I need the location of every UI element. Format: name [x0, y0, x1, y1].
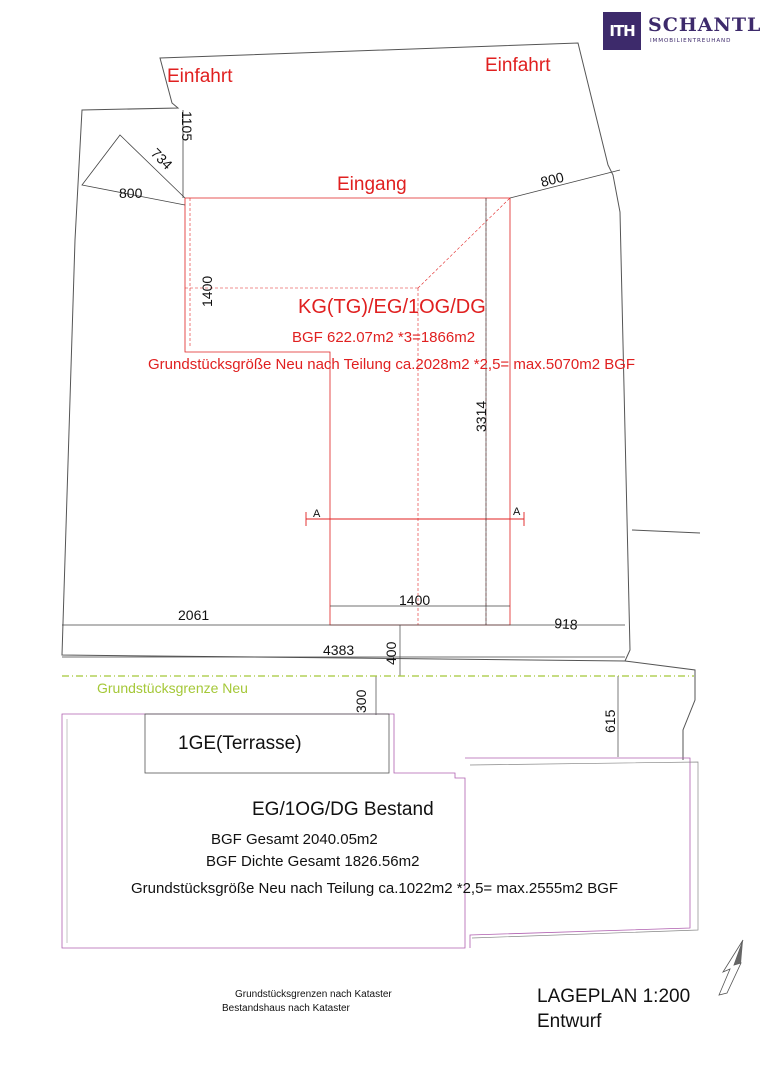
existing-density: BGF Dichte Gesamt 1826.56m2: [206, 853, 420, 870]
label-einfahrt-right: Einfahrt: [485, 55, 551, 76]
terrace-label: 1GE(Terrasse): [178, 733, 302, 754]
label-einfahrt-left: Einfahrt: [167, 66, 233, 87]
plot-boundary-east-stub: [632, 530, 700, 533]
new-building-title: KG(TG)/EG/1OG/DG: [298, 296, 486, 318]
existing-plot: Grundstücksgröße Neu nach Teilung ca.1022m2 *2,5= max.2555m2 BGF: [131, 880, 619, 897]
dim-4383: 4383: [323, 642, 355, 658]
legend-line-1: Grundstücksgrenzen nach Kataster: [235, 989, 392, 1000]
logo-mark: ITH: [603, 12, 641, 50]
existing-bgf: BGF Gesamt 2040.05m2: [211, 831, 378, 848]
dim-734: 734: [147, 144, 176, 173]
new-building-bgf: BGF 622.07m2 *3=1866m2: [292, 329, 476, 346]
existing-building-annex-outer: [470, 762, 698, 938]
new-building-inner: [185, 198, 510, 625]
section-line-a: [306, 512, 524, 526]
dim-1400-horizontal: 1400: [399, 592, 431, 608]
dim-615: 615: [602, 709, 618, 733]
boundary-new-label: Grundstücksgrenze Neu: [97, 680, 248, 696]
plan-status: Entwurf: [537, 1011, 602, 1032]
logo-subtitle: IMMOBILIENTREUHAND: [650, 38, 732, 44]
label-eingang: Eingang: [337, 174, 407, 195]
dim-2061: 2061: [178, 607, 210, 623]
section-a-left: A: [313, 508, 321, 520]
north-arrow-icon: [719, 940, 743, 995]
dim-800-right: 800: [538, 168, 566, 190]
dim-918: 918: [553, 615, 579, 633]
dimension-lines: [62, 198, 625, 757]
dim-400: 400: [383, 641, 399, 665]
existing-building-annex: [465, 758, 690, 948]
section-a-right: A: [513, 506, 521, 518]
dim-1400-vertical: 1400: [199, 275, 215, 307]
dim-3314: 3314: [473, 400, 489, 432]
plan-title: LAGEPLAN 1:200: [537, 986, 691, 1007]
new-building-outline: [185, 198, 510, 625]
dim-800-left: 800: [119, 185, 143, 201]
dim-300: 300: [353, 689, 369, 713]
dim-1105: 1105: [179, 111, 195, 142]
existing-building-title: EG/1OG/DG Bestand: [252, 799, 434, 820]
new-building-plot: Grundstücksgröße Neu nach Teilung ca.2028m2 *2,5= max.5070m2 BGF: [148, 356, 636, 373]
logo-name: SCHANTL: [648, 14, 762, 36]
plot-boundary-upper: [62, 43, 630, 661]
legend-line-2: Bestandshaus nach Kataster: [222, 1003, 350, 1014]
